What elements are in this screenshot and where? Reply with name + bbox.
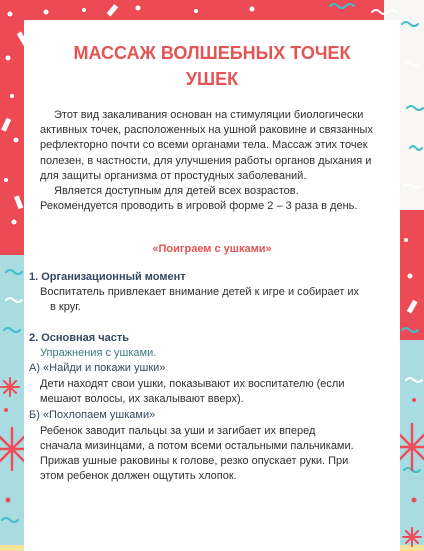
section-1-text-line-2: в круг. [50, 301, 81, 313]
intro-text [40, 108, 386, 214]
section-2-subtitle: Упражнения с ушками. [40, 347, 157, 359]
intro-paragraph-3: Рекомендуется проводить в игровой форме 2 – 3 раза в день. [40, 200, 358, 213]
starburst-small-right [403, 528, 421, 546]
section-1-title: 1. Организационный момент [29, 271, 186, 283]
page-title [24, 40, 400, 92]
exercise-b-line-4: этом ребенок должен ощутить хлопок. [40, 470, 237, 482]
starburst-small-left [1, 378, 19, 396]
intro-paragraph-2: Является доступным для детей всех возрастов. [54, 185, 299, 198]
section-2-title: 2. Основная часть [29, 332, 130, 344]
title-line-1: МАССАЖ ВОЛШЕБНЫХ ТОЧЕК [73, 43, 351, 63]
exercise-a-title: А) «Найди и покажи ушки» [29, 362, 166, 374]
exercise-a-line-1: Дети находят свои ушки, показывают их воспитателю (если [40, 378, 345, 390]
exercise-b-line-3: Прижав ушные раковины к голове, резко опускает руки. При [40, 455, 349, 467]
title-line-2: УШЕК [185, 69, 239, 89]
exercise-a-line-2: мешают волосы, их закалывают вверх). [40, 393, 244, 405]
intro-paragraph-1: Этот вид закаливания основан на стимуляции биологически активных точек, расположенных на ушной раковине и связанных рефлекторно почти со всеми органами тела. Массаж этих точек полезен, в частности, для улучшения работы органов дыхания и для защиты организма от простудных заболеваний. [40, 109, 373, 182]
section-1-text-line-1: Воспитатель привлекает внимание детей к игре и собирает их [40, 286, 360, 298]
content-card [24, 20, 400, 551]
exercise-b-title: Б) «Похлопаем ушками» [29, 409, 156, 421]
exercise-b-line-1: Ребенок заводит пальцы за уши и загибает их вперед [40, 425, 316, 437]
game-subheading: «Поиграем с ушками» [152, 243, 272, 255]
exercise-b-line-2: сначала мизинцами, а потом всеми остальными пальчиками. [40, 440, 354, 452]
